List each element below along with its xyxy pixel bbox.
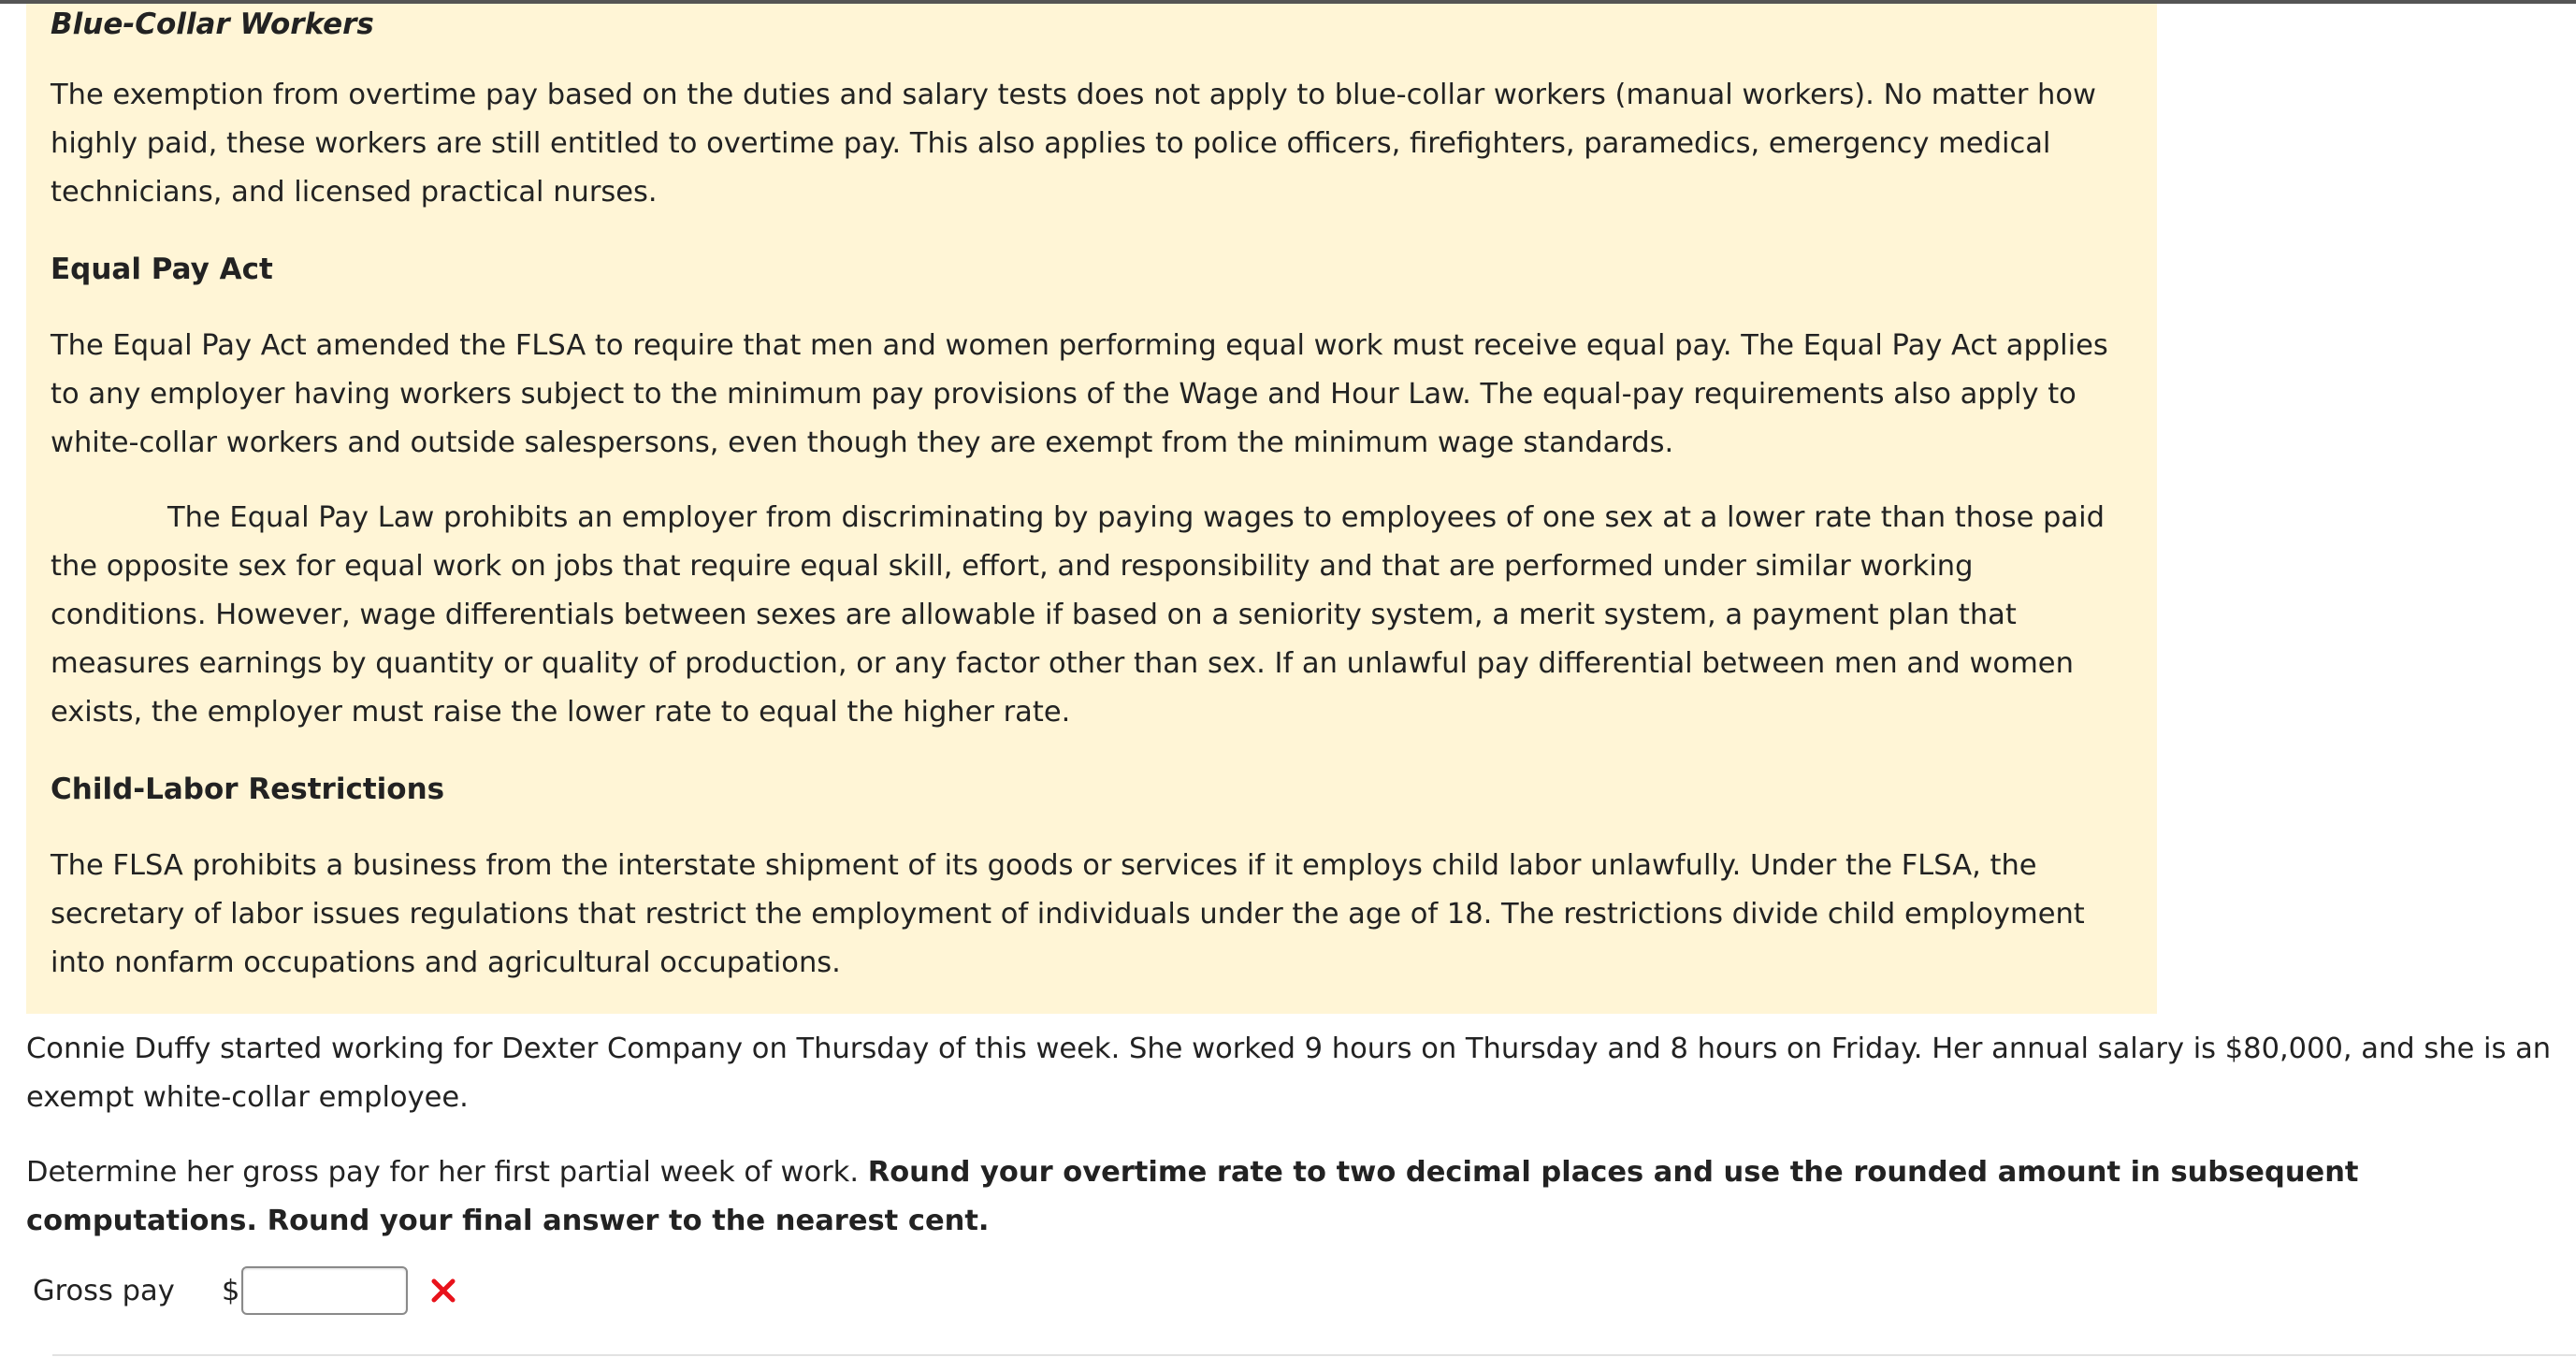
reading-panel	[26, 4, 2157, 1014]
paragraph-equal-pay-2: The Equal Pay Law prohibits an employer from discriminating by paying wages to employees of one sex at a lower rate than those paid the opposite sex for equal work on jobs that require equal skill, effort, and responsibility and that are performed under similar working conditions. However, wage differentials between sexes are allowable if based on a seniority system, a merit system, a payment plan that measures earnings by quantity or quality of production, or any factor other than sex. If an unlawful pay differential between men and women exists, the employer must raise the lower rate to equal the higher rate.	[51, 501, 2105, 729]
paragraph-equal-pay-1: The Equal Pay Act amended the FLSA to require that men and women performing equal work must receive equal pay. The Equal Pay Act applies to any employer having workers subject to the minimum pay provisions of the Wage and Hour Law. The equal-pay requirements also apply to white-collar workers and outside salespersons, even though they are exempt from the minimum wage standards.	[51, 329, 2108, 459]
red-x-icon-svg	[428, 1276, 458, 1306]
question-instruction	[26, 1148, 2552, 1246]
heading-equal-pay-act: Equal Pay Act	[51, 253, 273, 286]
gross-pay-input[interactable]	[241, 1266, 408, 1315]
red-x-icon	[428, 1276, 458, 1306]
paragraph-child-labor: The FLSA prohibits a business from the interstate shipment of its goods or services if it employs child labor unlawfully. Under the FLSA, the secretary of labor issues regulations that restrict the employment of individuals under the age of 18. The restrictions divide child employment into nonfarm occupations and agricultural occupations.	[51, 849, 2085, 979]
question-scenario: Connie Duffy started working for Dexter Company on Thursday of this week. She worked 9 hours on Thursday and 8 hours on Friday. Her annual salary is $80,000, and she is an exempt white-collar employee.	[26, 1032, 2552, 1114]
heading-child-labor-restrictions: Child-Labor Restrictions	[51, 772, 445, 806]
question-block	[26, 1025, 2552, 1246]
gross-pay-label: Gross pay	[33, 1274, 175, 1307]
paragraph-blue-collar: The exemption from overtime pay based on the duties and salary tests does not apply to blue-collar workers (manual workers). No matter how highly paid, these workers are still entitled to overtime pay. This also applies to police officers, firefighters, paramedics, emergency medical technicians, and licensed practical nurses.	[51, 79, 2096, 209]
currency-symbol: $	[222, 1274, 240, 1307]
heading-blue-collar-workers: Blue-Collar Workers	[51, 7, 374, 41]
instruction-text: Determine her gross pay for her first partial week of work.	[26, 1156, 860, 1189]
instruction-bold-text: Round your overtime rate to two decimal places and use the rounded amount in subsequent computations. Round your final answer to the nearest cent.	[26, 1156, 2359, 1237]
answer-row	[33, 1264, 458, 1317]
bottom-divider	[52, 1354, 2576, 1356]
